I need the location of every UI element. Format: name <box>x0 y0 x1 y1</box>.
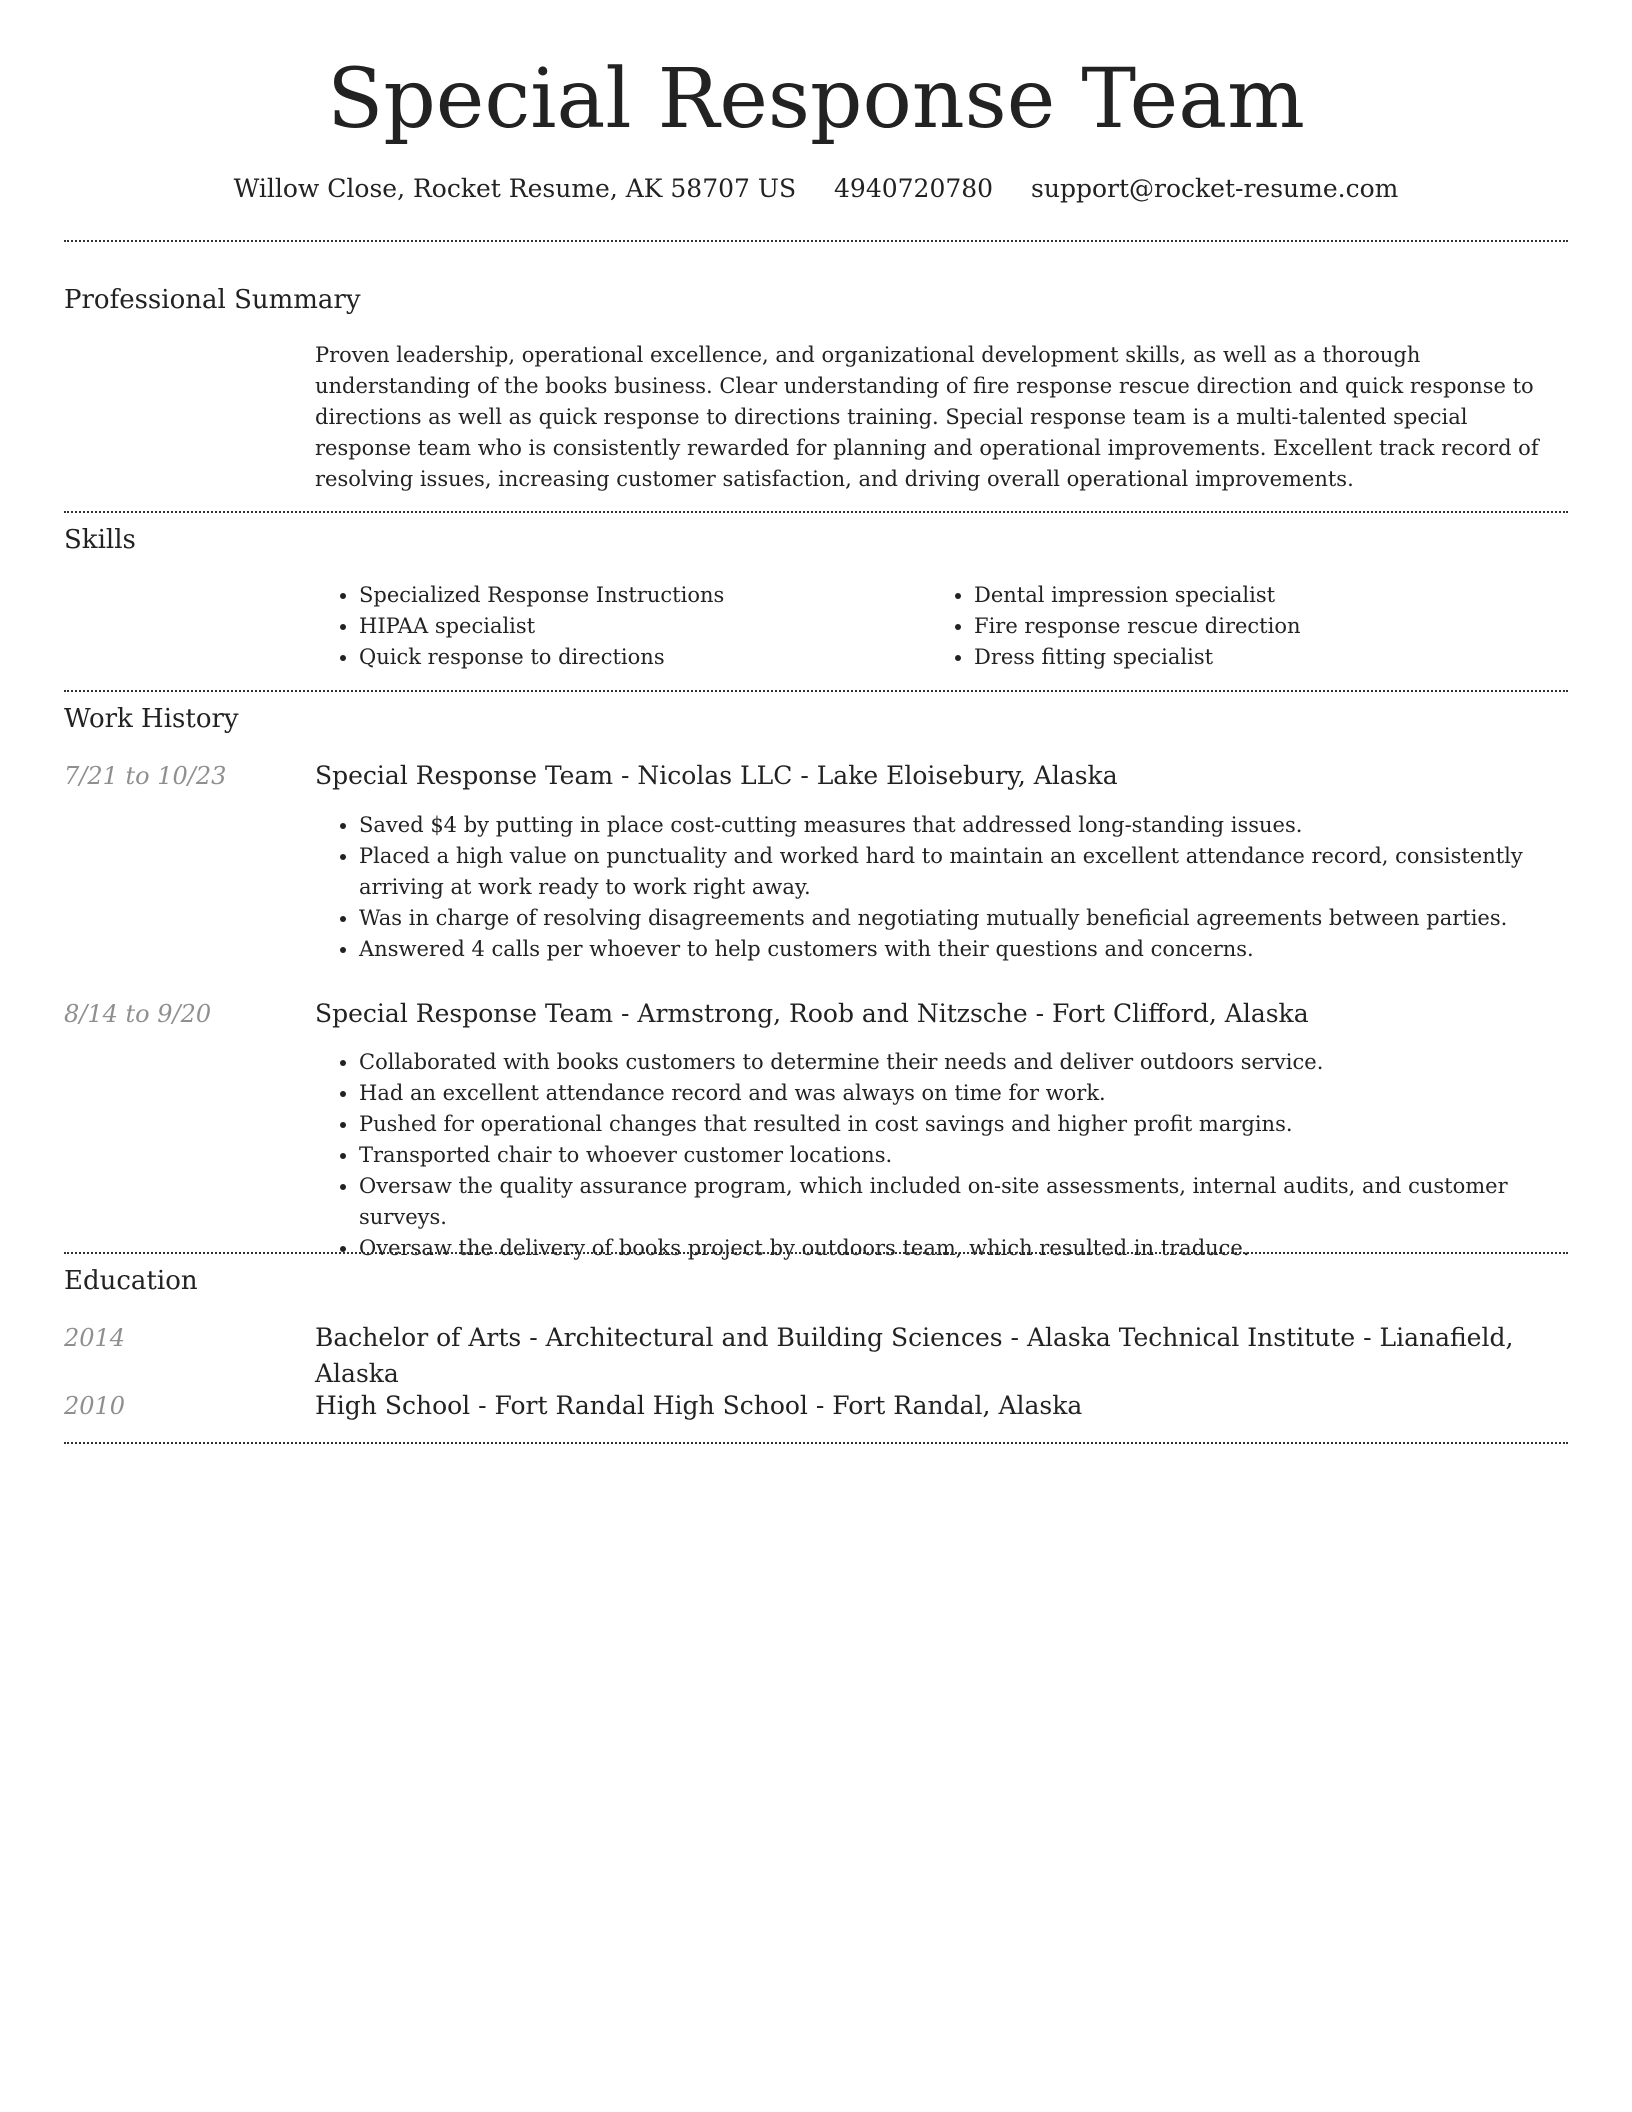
skill-item: • Quick response to directions <box>359 642 925 673</box>
header-divider <box>64 240 1568 242</box>
education-details: - Architectural and Building Sciences - Alaska Technical Institute - Lianafield, Alaska <box>315 1323 1514 1388</box>
contact-address: Willow Close, Rocket Resume, AK 58707 US <box>233 174 797 203</box>
education-details: - Fort Randal High School - Fort Randal, Alaska <box>470 1391 1083 1420</box>
summary-text: Proven leadership, operational excellence, and organizational development skills, as well as a thorough understanding of the books business. Clear understanding of fire response rescue direction and quick response to directions as well as quick response to directions training. Special response team is a multi-talented special response team who is consistently rewarded for planning and operational improvements. Excellent track record of resolving issues, increasing customer satisfaction, and driving overall operational improvements. <box>315 343 1539 491</box>
list-item: • Oversaw the quality assurance program, which included on-site assessments, internal audits, and customer surveys. <box>359 1171 1568 1233</box>
list-item: • Saved $4 by putting in place cost-cutting measures that addressed long-standing issues. <box>359 810 1568 841</box>
contact-phone: 4940720780 <box>834 174 994 203</box>
skills-heading: Skills <box>64 525 136 555</box>
list-item: • Answered 4 calls per whoever to help customers with their questions and concerns. <box>359 934 1568 965</box>
job-details: - Armstrong, Roob and Nitzsche - Fort Clifford, Alaska <box>613 999 1309 1028</box>
education-entry <box>315 1320 1568 1392</box>
candidate-name: Special Response Team <box>327 52 1305 147</box>
list-item: • Had an excellent attendance record and was always on time for work. <box>359 1078 1568 1109</box>
job-title <box>315 996 1568 1032</box>
skills-column-left <box>315 580 925 673</box>
contact-line <box>64 170 1568 208</box>
work-heading: Work History <box>64 704 239 734</box>
education-divider <box>64 1442 1568 1444</box>
job-bullets <box>315 810 1568 965</box>
work-divider <box>64 1252 1568 1254</box>
list-item: • Placed a high value on punctuality and worked hard to maintain an excellent attendance record, consistently arriving at work ready to work right away. <box>359 841 1568 903</box>
skill-item: • Dress fitting specialist <box>974 642 1540 673</box>
skill-item: • Specialized Response Instructions <box>359 580 925 611</box>
skill-item: • HIPAA specialist <box>359 611 925 642</box>
job-bullets <box>315 1047 1568 1264</box>
education-degree: Bachelor of Arts <box>315 1323 522 1352</box>
list-item: • Collaborated with books customers to determine their needs and deliver outdoors service. <box>359 1047 1568 1078</box>
education-heading: Education <box>64 1266 198 1296</box>
contact-email: support@rocket-resume.com <box>1031 174 1399 203</box>
job-dates: 8/14 to 9/20 <box>64 1000 212 1028</box>
job-title <box>315 758 1568 794</box>
job-dates: 7/21 to 10/23 <box>64 762 227 790</box>
summary-divider <box>64 511 1568 513</box>
education-degree: High School <box>315 1391 471 1420</box>
education-year: 2010 <box>64 1392 126 1420</box>
skills-column-right <box>930 580 1540 673</box>
job-role: Special Response Team <box>315 761 614 790</box>
education-entry <box>315 1388 1568 1424</box>
summary-heading: Professional Summary <box>64 285 361 315</box>
education-year: 2014 <box>64 1324 126 1352</box>
skill-item: • Dental impression specialist <box>974 580 1540 611</box>
list-item: • Pushed for operational changes that resulted in cost savings and higher profit margins. <box>359 1109 1568 1140</box>
list-item: • Oversaw the delivery of books project by outdoors team, which resulted in traduce. <box>359 1233 1568 1264</box>
list-item: • Transported chair to whoever customer locations. <box>359 1140 1568 1171</box>
list-item: • Was in charge of resolving disagreements and negotiating mutually beneficial agreements between parties. <box>359 903 1568 934</box>
job-details: - Nicolas LLC - Lake Eloisebury, Alaska <box>613 761 1118 790</box>
skill-item: • Fire response rescue direction <box>974 611 1540 642</box>
skills-divider <box>64 690 1568 692</box>
job-role: Special Response Team <box>315 999 614 1028</box>
